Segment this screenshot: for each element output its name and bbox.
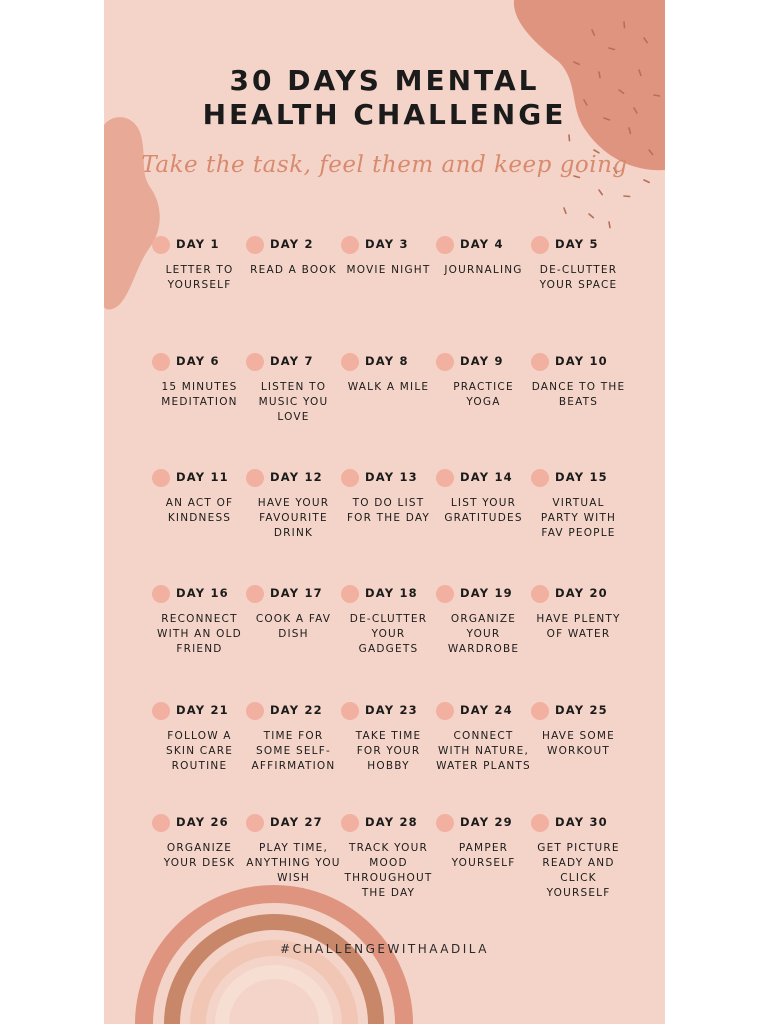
day-item (531, 468, 626, 541)
day-label: DAY 14 (460, 470, 513, 484)
day-task: DE-CLUTTER YOUR SPACE (539, 264, 618, 291)
day-label: DAY 13 (365, 470, 418, 484)
day-header (246, 468, 341, 488)
day-header (152, 352, 247, 372)
day-item (436, 813, 531, 871)
hashtag: #CHALLENGEWITHAADILA (280, 942, 489, 956)
day-header (436, 235, 531, 255)
day-header (152, 235, 247, 255)
day-label: DAY 27 (270, 815, 323, 829)
day-header (341, 813, 436, 833)
day-item (152, 701, 247, 774)
day-dot-icon (436, 236, 454, 254)
day-label: DAY 4 (460, 237, 504, 251)
day-header (341, 701, 436, 721)
dash-mark (591, 30, 596, 35)
day-task: AN ACT OF KINDNESS (165, 497, 234, 524)
day-task: TIME FOR SOME SELF-AFFIRMATION (251, 730, 336, 772)
page-title-line-1: 30 DAYS MENTAL (229, 64, 540, 97)
day-dot-icon (531, 353, 549, 371)
day-dot-icon (246, 702, 264, 720)
day-header (152, 468, 247, 488)
day-item (152, 468, 247, 526)
day-dot-icon (246, 469, 264, 487)
day-task: DE-CLUTTER YOUR GADGETS (349, 613, 428, 655)
day-label: DAY 9 (460, 354, 504, 368)
day-task: MOVIE NIGHT (346, 264, 431, 276)
day-task: PLAY TIME, ANYTHING YOU WISH (246, 842, 341, 884)
day-item (246, 468, 341, 541)
day-header (341, 235, 436, 255)
day-label: DAY 20 (555, 586, 608, 600)
day-label: DAY 3 (365, 237, 409, 251)
day-label: DAY 21 (176, 703, 229, 717)
day-item (531, 701, 626, 759)
day-header (152, 584, 247, 604)
day-task: COOK A FAV DISH (255, 613, 332, 640)
day-task: RECONNECT WITH AN OLD FRIEND (157, 613, 242, 655)
day-dot-icon (246, 585, 264, 603)
day-label: DAY 24 (460, 703, 513, 717)
day-label: DAY 2 (270, 237, 314, 251)
day-dot-icon (531, 585, 549, 603)
day-header (246, 235, 341, 255)
day-header (152, 813, 247, 833)
day-task: WALK A MILE (347, 381, 430, 393)
day-item (531, 235, 626, 293)
day-dot-icon (341, 353, 359, 371)
day-header (531, 468, 626, 488)
day-item (341, 584, 436, 657)
day-task: TRACK YOUR MOOD THROUGHOUT THE DAY (344, 842, 433, 899)
day-dot-icon (246, 814, 264, 832)
day-label: DAY 12 (270, 470, 323, 484)
day-dot-icon (246, 236, 264, 254)
dash-mark (562, 208, 567, 213)
dash-mark (566, 135, 572, 141)
day-dot-icon (531, 702, 549, 720)
day-item (436, 468, 531, 526)
day-dot-icon (436, 814, 454, 832)
day-header (246, 352, 341, 372)
day-task: HAVE YOUR FAVOURITE DRINK (257, 497, 330, 539)
day-task: LETTER TO YOURSELF (165, 264, 234, 291)
day-item (341, 235, 436, 278)
day-header (436, 352, 531, 372)
day-item (152, 352, 247, 410)
day-dot-icon (341, 814, 359, 832)
day-dot-icon (152, 469, 170, 487)
day-task: JOURNALING (444, 264, 523, 276)
dash-mark (589, 214, 593, 218)
day-dot-icon (152, 585, 170, 603)
day-label: DAY 26 (176, 815, 229, 829)
day-item (436, 352, 531, 410)
day-label: DAY 17 (270, 586, 323, 600)
day-label: DAY 30 (555, 815, 608, 829)
dash-mark (621, 22, 627, 28)
day-task: DANCE TO THE BEATS (531, 381, 626, 408)
day-dot-icon (152, 814, 170, 832)
day-header (531, 813, 626, 833)
day-header (531, 235, 626, 255)
day-dot-icon (531, 236, 549, 254)
dash-mark (644, 179, 649, 184)
day-header (531, 352, 626, 372)
day-dot-icon (246, 353, 264, 371)
day-dot-icon (341, 236, 359, 254)
day-label: DAY 16 (176, 586, 229, 600)
day-task: GET PICTURE READY AND CLICK YOURSELF (537, 842, 620, 899)
day-item (341, 468, 436, 526)
day-label: DAY 10 (555, 354, 608, 368)
day-header (341, 468, 436, 488)
dash-mark (598, 190, 603, 195)
day-task: READ A BOOK (250, 264, 337, 276)
day-item (246, 235, 341, 278)
day-header (341, 584, 436, 604)
day-label: DAY 19 (460, 586, 513, 600)
day-item (246, 813, 341, 886)
day-label: DAY 7 (270, 354, 314, 368)
day-item (152, 813, 247, 871)
day-task: LISTEN TO MUSIC YOU LOVE (258, 381, 329, 423)
day-item (341, 352, 436, 395)
day-label: DAY 23 (365, 703, 418, 717)
day-item (246, 701, 341, 774)
day-item (531, 813, 626, 901)
day-item (531, 352, 626, 410)
day-label: DAY 11 (176, 470, 229, 484)
challenge-poster (104, 0, 665, 1024)
day-dot-icon (341, 469, 359, 487)
day-item (152, 584, 247, 657)
day-header (341, 352, 436, 372)
day-item (436, 235, 531, 278)
day-header (246, 701, 341, 721)
day-item (246, 584, 341, 642)
day-task: LIST YOUR GRATITUDES (444, 497, 523, 524)
day-task: VIRTUAL PARTY WITH FAV PEOPLE (540, 497, 617, 539)
dash-mark (643, 38, 648, 43)
day-dot-icon (152, 702, 170, 720)
page-title-line-2: HEALTH CHALLENGE (202, 98, 567, 131)
day-dot-icon (436, 702, 454, 720)
day-item (246, 352, 341, 425)
dash-mark (624, 193, 630, 199)
day-header (436, 468, 531, 488)
day-label: DAY 18 (365, 586, 418, 600)
dash-mark (609, 46, 614, 51)
dash-mark (607, 222, 613, 228)
day-task: TO DO LIST FOR THE DAY (346, 497, 431, 524)
day-label: DAY 15 (555, 470, 608, 484)
day-dot-icon (341, 585, 359, 603)
subtitle: Take the task, feel them and keep going (141, 152, 628, 178)
day-header (436, 813, 531, 833)
day-task: ORGANIZE YOUR WARDROBE (447, 613, 520, 655)
day-header (152, 701, 247, 721)
day-dot-icon (436, 469, 454, 487)
day-label: DAY 29 (460, 815, 513, 829)
day-task: PAMPER YOURSELF (451, 842, 516, 869)
day-item (341, 701, 436, 774)
day-dot-icon (152, 236, 170, 254)
day-task: CONNECT WITH NATURE, WATER PLANTS (436, 730, 531, 772)
day-dot-icon (436, 353, 454, 371)
day-task: PRACTICE YOGA (453, 381, 514, 408)
day-dot-icon (436, 585, 454, 603)
day-task: HAVE PLENTY OF WATER (536, 613, 621, 640)
day-header (246, 813, 341, 833)
day-dot-icon (531, 814, 549, 832)
day-header (531, 701, 626, 721)
day-header (436, 584, 531, 604)
day-item (436, 584, 531, 657)
day-task: ORGANIZE YOUR DESK (163, 842, 236, 869)
day-task: TAKE TIME FOR YOUR HOBBY (355, 730, 422, 772)
day-dot-icon (531, 469, 549, 487)
day-dot-icon (341, 702, 359, 720)
day-label: DAY 25 (555, 703, 608, 717)
day-header (246, 584, 341, 604)
day-label: DAY 8 (365, 354, 409, 368)
day-item (152, 235, 247, 293)
day-task: FOLLOW A SKIN CARE ROUTINE (165, 730, 234, 772)
day-item (436, 701, 531, 774)
day-task: 15 MINUTES MEDITATION (161, 381, 238, 408)
day-label: DAY 22 (270, 703, 323, 717)
day-dot-icon (152, 353, 170, 371)
day-header (436, 701, 531, 721)
day-label: DAY 1 (176, 237, 220, 251)
day-label: DAY 6 (176, 354, 220, 368)
day-label: DAY 28 (365, 815, 418, 829)
day-item (531, 584, 626, 642)
day-task: HAVE SOME WORKOUT (542, 730, 615, 757)
day-header (531, 584, 626, 604)
day-label: DAY 5 (555, 237, 599, 251)
day-item (341, 813, 436, 901)
